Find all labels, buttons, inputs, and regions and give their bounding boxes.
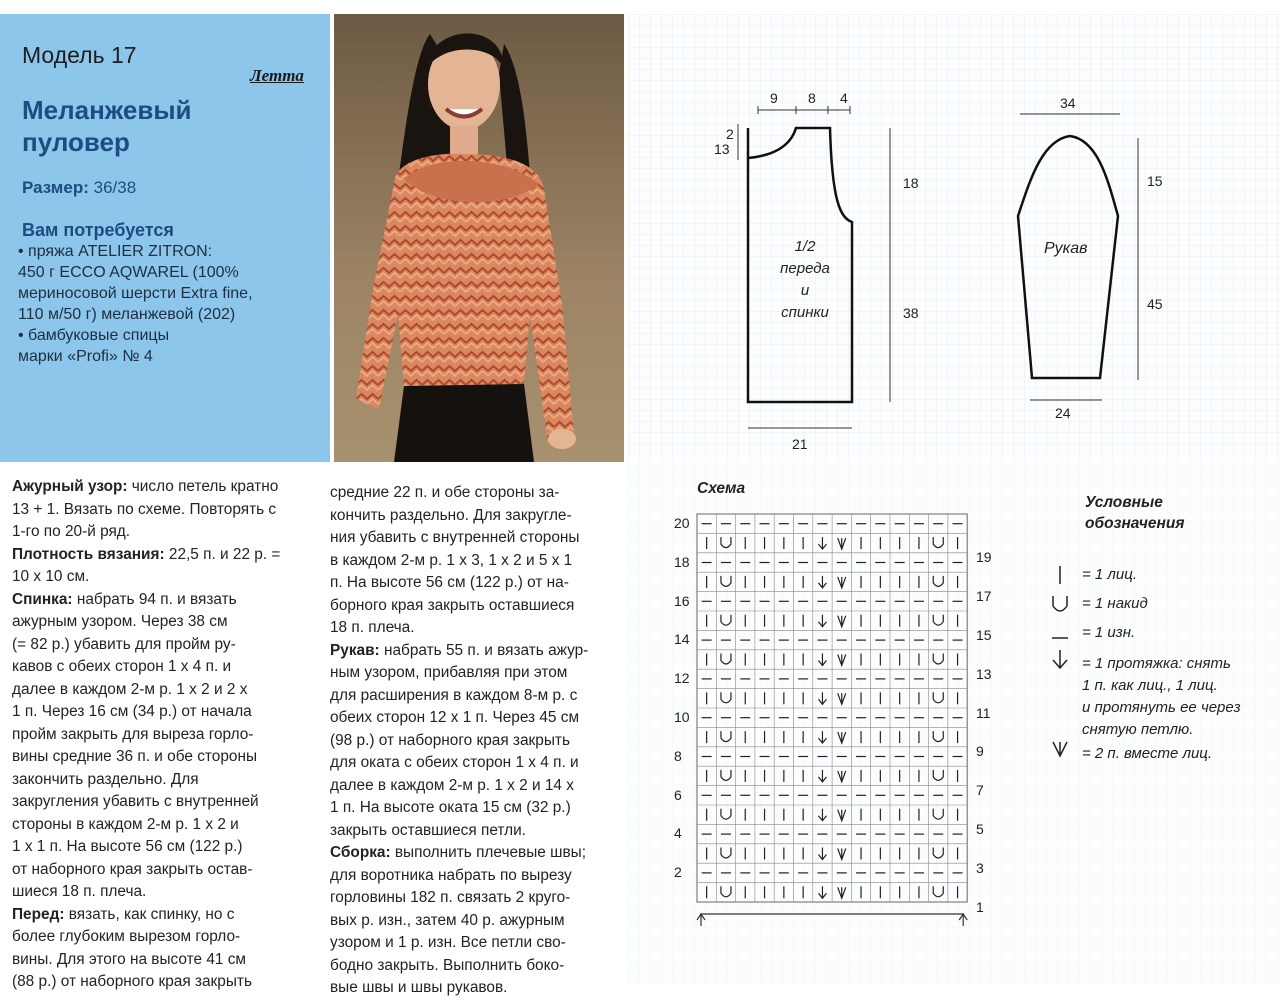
instruction-line	[12, 769, 280, 792]
yarn-over-icon	[933, 576, 943, 587]
chart-row-number: 12	[674, 670, 690, 687]
instruction-text: для оката с обеих сторон 1 х 4 п. и	[330, 754, 579, 771]
instruction-text: 22,5 п. и 22 р. =	[164, 545, 281, 563]
instruction-line	[330, 842, 588, 865]
chart-row-number: 3	[976, 859, 984, 876]
instruction-text: кончить раздельно. Для закругле-	[330, 506, 572, 524]
yarn-over-icon	[933, 731, 943, 742]
slip-decrease-icon	[818, 576, 826, 588]
instruction-text: для воротника набрать по вырезу	[330, 866, 572, 884]
yarn-over-icon	[721, 770, 731, 781]
materials-line: марки «Profi» № 4	[18, 348, 153, 365]
instruction-line	[12, 634, 280, 657]
slip-decrease-icon	[818, 731, 826, 743]
instruction-text: борного края закрыть оставшиеся	[330, 596, 575, 614]
instruction-line	[330, 640, 588, 663]
instruction-heading: Ажурный узор:	[12, 478, 128, 495]
yarn-over-icon	[933, 886, 943, 897]
sleeve-dim-bottom: 24	[1055, 405, 1071, 421]
slip-decrease-icon	[818, 809, 826, 821]
chart-row-number: 13	[976, 665, 992, 682]
chart-row-number: 18	[674, 553, 690, 570]
legend-line: и протянуть ее через	[1082, 699, 1241, 716]
slip-decrease-icon	[818, 770, 826, 782]
legend-line: снятую петлю.	[1082, 721, 1194, 738]
materials-list	[18, 241, 253, 367]
instruction-line	[330, 910, 588, 933]
instruction-text: от наборного края закрыть остав-	[12, 860, 253, 878]
magazine-logo: Летта	[250, 66, 304, 85]
yarn-over-icon	[721, 848, 731, 859]
chart-row-number: 20	[674, 515, 690, 531]
instruction-heading: Рукав:	[330, 641, 380, 659]
instruction-text: 1 х 1 п. На высоте 56 см (122 р.)	[12, 838, 243, 855]
instruction-text: шиеся 18 п. плеча.	[12, 883, 147, 900]
knit-two-together-icon	[838, 616, 846, 627]
instruction-text: пройм закрыть для выреза горло-	[12, 725, 254, 743]
instruction-line	[12, 544, 280, 567]
yarn-over-icon	[933, 848, 943, 859]
instruction-line	[330, 707, 588, 730]
sleeve-dim-top: 34	[1060, 95, 1076, 111]
chart-row-number: 14	[674, 631, 690, 648]
knit-two-together-icon	[838, 655, 846, 666]
knit-two-together-icon	[838, 577, 846, 588]
repeat-bracket	[701, 914, 963, 926]
materials-line: • пряжа ATELIER ZITRON:	[18, 243, 213, 260]
instruction-line	[330, 572, 588, 595]
knit-two-together-icon	[838, 887, 846, 898]
instruction-line	[12, 791, 280, 814]
instruction-line	[330, 730, 588, 753]
instruction-line	[330, 505, 588, 528]
title-line-1: Меланжевый	[22, 95, 192, 125]
dim-top-2: 8	[808, 90, 816, 106]
instructions-column-2	[330, 482, 588, 1000]
instruction-text: ным узором, прибавляя при этом	[330, 664, 568, 681]
sleeve-dim-right-1: 15	[1147, 173, 1163, 189]
instruction-line	[330, 752, 588, 775]
instruction-line	[12, 949, 280, 972]
instruction-text: далее в каждом 2-м р. 1 х 2 и 2 х	[12, 680, 248, 698]
legend-item-knit: = 1 лиц.	[1082, 566, 1137, 583]
instruction-line	[12, 701, 280, 724]
instruction-line	[12, 971, 280, 994]
instruction-line	[12, 746, 280, 769]
instruction-line	[330, 527, 588, 550]
instruction-line	[12, 814, 280, 837]
knit-two-together-icon	[1053, 742, 1067, 756]
instruction-text: вязать, как спинку, но с	[64, 905, 235, 923]
materials-line: 450 г ECCO AQWAREL (100%	[18, 264, 239, 281]
instruction-heading: Плотность вязания:	[12, 545, 165, 563]
knit-two-together-icon	[838, 732, 846, 743]
instruction-line	[12, 499, 280, 522]
chart-row-number: 9	[976, 743, 984, 760]
chart-row-number: 7	[976, 782, 984, 799]
size-label: Размер:	[22, 178, 89, 197]
instruction-text: вых р. изн., затем 40 р. ажурным	[330, 911, 565, 929]
chart-row-number: 1	[976, 898, 984, 915]
yarn-over-icon	[933, 770, 943, 781]
instruction-text: закончить раздельно. Для	[12, 770, 199, 788]
sleeve-label: Рукав	[1044, 240, 1088, 257]
instruction-text: 1-го по 20-й ряд.	[12, 523, 131, 540]
dim-bottom: 21	[792, 436, 808, 452]
instruction-line	[330, 662, 588, 685]
instruction-text: узором и 1 р. изн. Все петли сво-	[330, 934, 566, 951]
legend-title-line-1: Условные	[1085, 494, 1163, 511]
knit-two-together-icon	[838, 693, 846, 704]
instruction-line	[12, 589, 280, 612]
chart-row-number: 17	[976, 588, 992, 605]
stitch-chart	[695, 512, 973, 932]
body-label-line: 1/2	[794, 238, 816, 255]
yarn-over-icon	[933, 615, 943, 626]
materials-heading: Вам потребуется	[22, 220, 174, 240]
instruction-line	[330, 482, 588, 505]
chart-row-number: 15	[976, 627, 992, 643]
instruction-line	[330, 595, 588, 618]
chart-row-number: 2	[674, 864, 682, 881]
instruction-text: 1 п. Через 16 см (34 р.) от начала	[12, 703, 252, 720]
instruction-text: 10 х 10 см.	[12, 568, 90, 585]
instruction-line	[330, 797, 588, 820]
instruction-line	[12, 926, 280, 949]
instruction-text: закругления убавить с внутренней	[12, 793, 259, 810]
yarn-over-icon	[933, 809, 943, 820]
instruction-line	[12, 476, 280, 499]
instruction-text: ажурным узором. Через 38 см	[12, 613, 228, 630]
instruction-line	[12, 836, 280, 859]
knit-two-together-icon	[838, 849, 846, 860]
yarn-over-icon	[721, 537, 731, 548]
chart-row-number: 6	[674, 786, 682, 803]
dim-right-1: 18	[903, 175, 919, 191]
yarn-over-icon	[1053, 596, 1067, 611]
instruction-line	[12, 611, 280, 634]
slip-decrease-icon	[818, 654, 826, 666]
chart-row-number: 10	[674, 709, 690, 725]
sleeve-pattern-drawing	[1000, 100, 1180, 430]
yarn-over-icon	[721, 654, 731, 665]
instruction-line	[12, 859, 280, 882]
instruction-line	[12, 566, 280, 589]
yarn-over-icon	[721, 731, 731, 742]
instruction-text: ния убавить с внутренней стороны	[330, 529, 580, 546]
slip-decrease-icon	[818, 537, 826, 549]
materials-line: 110 м/50 г) меланжевой (202)	[18, 306, 236, 323]
instruction-heading: Сборка:	[330, 844, 391, 861]
instruction-line	[330, 887, 588, 910]
body-pattern-label	[760, 236, 850, 324]
materials-line: • бамбуковые спицы	[18, 327, 170, 344]
instruction-line	[330, 977, 588, 1000]
slip-decrease-icon	[1053, 650, 1067, 668]
instructions-column-1	[12, 476, 280, 994]
instruction-text: средние 22 п. и обе стороны за-	[330, 484, 560, 501]
instruction-line	[330, 820, 588, 843]
instruction-text: набрать 94 п. и вязать	[72, 590, 237, 608]
dim-left-2: 13	[714, 141, 730, 157]
slip-decrease-icon	[818, 692, 826, 704]
yarn-over-icon	[721, 576, 731, 587]
legend-line: = 1 протяжка: снять	[1082, 655, 1231, 672]
yarn-over-icon	[933, 654, 943, 665]
sleeve-dim-right-2: 45	[1147, 296, 1163, 312]
legend-item-slip-decrease	[1082, 653, 1241, 741]
dim-top-3: 4	[840, 90, 848, 106]
yarn-over-icon	[721, 886, 731, 897]
model-photo-illustration	[334, 14, 624, 462]
instruction-text: (98 р.) от наборного края закрыть	[330, 731, 570, 749]
slip-decrease-icon	[818, 615, 826, 627]
dim-left-1: 2	[726, 126, 734, 142]
knit-two-together-icon	[838, 810, 846, 821]
size-info	[22, 178, 136, 198]
chart-row-number: 19	[976, 549, 992, 566]
legend-line: 1 п. как лиц., 1 лиц.	[1082, 677, 1218, 694]
instruction-text: бодно закрыть. Выполнить боко-	[330, 956, 565, 974]
instruction-text: более глубоким вырезом горло-	[12, 928, 241, 945]
instruction-line	[330, 685, 588, 708]
instruction-text: выполнить плечевые швы;	[390, 844, 586, 861]
chart-row-number: 5	[976, 821, 984, 837]
instruction-text: число петель кратно	[127, 478, 279, 495]
instruction-line	[330, 550, 588, 573]
instruction-text: стороны в каждом 2-м р. 1 х 2 и	[12, 815, 239, 833]
chart-row-number: 4	[674, 825, 682, 842]
chart-row-number: 8	[674, 747, 682, 764]
instruction-text: в каждом 2-м р. 1 х 3, 1 х 2 и 5 х 1	[330, 551, 573, 569]
instruction-text: 13 + 1. Вязать по схеме. Повторять с	[12, 500, 277, 518]
yarn-over-icon	[721, 692, 731, 703]
knit-two-together-icon	[838, 771, 846, 782]
instruction-text: далее в каждом 2-м р. 1 х 2 и 14 х	[330, 776, 574, 794]
instruction-text: вины средние 36 п. и обе стороны	[12, 748, 258, 765]
body-label-line: и	[800, 282, 810, 299]
instruction-text: для расширения в каждом 8-м р. с	[330, 686, 578, 704]
instruction-text: п. На высоте 56 см (122 р.) от на-	[330, 574, 569, 591]
legend-item-purl: = 1 изн.	[1082, 624, 1136, 641]
instruction-line	[330, 865, 588, 888]
dim-right-2: 38	[903, 305, 919, 321]
instruction-text: обеих сторон 12 х 1 п. Через 45 см	[330, 709, 580, 726]
chart-row-number: 16	[674, 592, 690, 609]
instruction-text: горловины 182 п. связать 2 круго-	[330, 889, 571, 906]
instruction-line	[12, 904, 280, 927]
model-number: Модель 17	[22, 42, 137, 68]
body-label-line: спинки	[781, 304, 829, 321]
instruction-text: (88 р.) от наборного края закрыть	[12, 973, 252, 990]
schema-title: Схема	[697, 480, 746, 497]
size-value: 36/38	[93, 178, 137, 197]
slip-decrease-icon	[818, 848, 826, 860]
instruction-line	[330, 932, 588, 955]
legend-item-k2tog: = 2 п. вместе лиц.	[1082, 745, 1213, 762]
instruction-text: (= 82 р.) убавить для пройм ру-	[12, 635, 236, 653]
materials-line: мериносовой шерсти Extra fine,	[18, 285, 253, 302]
chart-row-number: 11	[976, 704, 991, 721]
instruction-text: кавов с обеих сторон 1 х 4 п. и	[12, 658, 232, 675]
instruction-text: вые швы и швы рукавов.	[330, 979, 508, 996]
instruction-line	[12, 521, 280, 544]
instruction-text: вины. Для этого на высоте 41 см	[12, 950, 247, 968]
dim-top-1: 9	[770, 90, 778, 106]
instruction-heading: Перед:	[12, 905, 65, 923]
slip-decrease-icon	[818, 886, 826, 898]
instruction-heading: Спинка:	[12, 590, 73, 608]
knit-two-together-icon	[838, 538, 846, 549]
instruction-line	[12, 881, 280, 904]
yarn-over-icon	[933, 537, 943, 548]
model-photo	[334, 14, 624, 462]
instruction-line	[12, 656, 280, 679]
yarn-over-icon	[933, 692, 943, 703]
instruction-line	[330, 775, 588, 798]
legend-title	[1085, 492, 1184, 534]
yarn-over-icon	[721, 615, 731, 626]
instruction-line	[12, 679, 280, 702]
instruction-line	[12, 724, 280, 747]
legend-title-line-2: обозначения	[1085, 515, 1185, 532]
instruction-text: 18 п. плеча.	[330, 619, 415, 636]
yarn-over-icon	[721, 809, 731, 820]
legend-item-yarn-over: = 1 накид	[1082, 595, 1148, 612]
instruction-text: закрыть оставшиеся петли.	[330, 821, 526, 839]
instruction-text: 1 п. На высоте оката 15 см (32 р.)	[330, 799, 571, 816]
body-label-line: переда	[780, 260, 830, 277]
instruction-line	[330, 955, 588, 978]
instruction-text: набрать 55 п. и вязать ажур-	[379, 641, 589, 659]
title-line-2: пуловер	[22, 127, 130, 157]
instruction-line	[330, 617, 588, 640]
page-title	[22, 94, 192, 158]
legend-symbols	[1045, 564, 1075, 764]
